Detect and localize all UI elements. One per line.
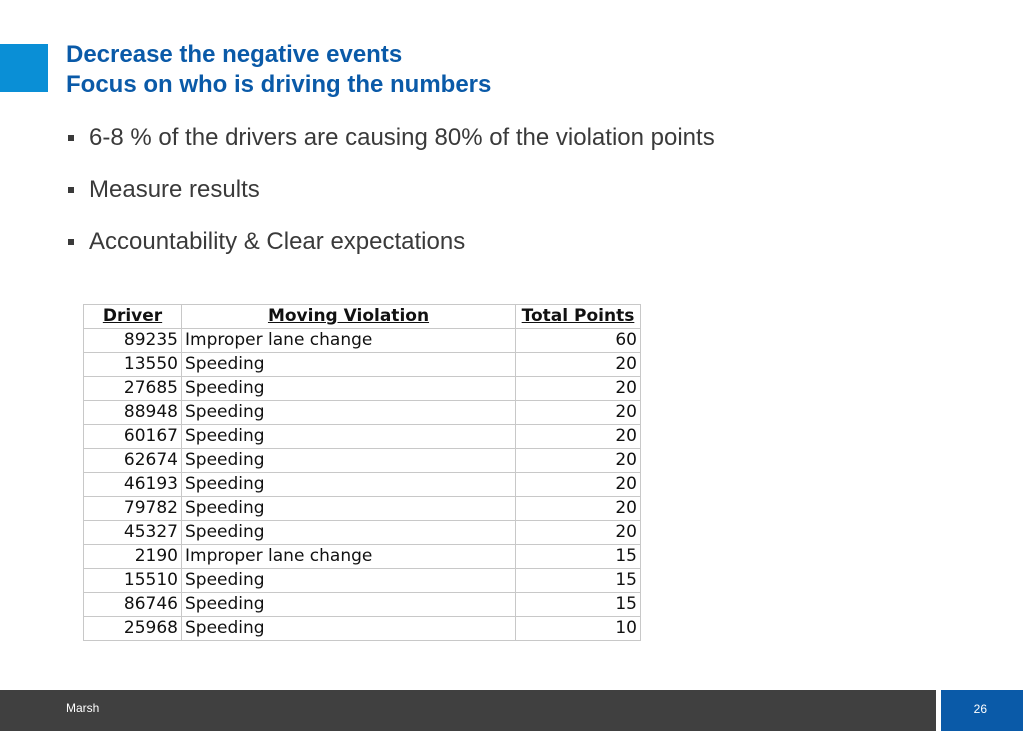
- table-header-row: [84, 305, 641, 329]
- points-cell: 15: [516, 545, 641, 569]
- driver-cell: 13550: [84, 353, 182, 377]
- table-row: [84, 497, 641, 521]
- table-row: [84, 329, 641, 353]
- page-number: 26: [973, 702, 987, 716]
- violations-table: [83, 304, 641, 641]
- table-row: [84, 449, 641, 473]
- title-line-1: Decrease the negative events: [66, 41, 403, 68]
- header-total-points: Total Points: [516, 305, 641, 329]
- title-line-2: Focus on who is driving the numbers: [66, 71, 492, 98]
- driver-cell: 45327: [84, 521, 182, 545]
- violation-cell: Speeding: [182, 569, 516, 593]
- table-row: [84, 545, 641, 569]
- points-cell: 20: [516, 473, 641, 497]
- points-cell: 60: [516, 329, 641, 353]
- table-body: [84, 329, 641, 641]
- table-row: [84, 425, 641, 449]
- violations-table-wrapper: [83, 304, 641, 641]
- points-cell: 20: [516, 401, 641, 425]
- driver-cell: 89235: [84, 329, 182, 353]
- slide-title: [66, 40, 491, 100]
- table-row: [84, 569, 641, 593]
- footer-bar: [0, 690, 936, 731]
- violation-cell: Speeding: [182, 521, 516, 545]
- points-cell: 20: [516, 449, 641, 473]
- table-row: [84, 377, 641, 401]
- driver-cell: 79782: [84, 497, 182, 521]
- header-moving-violation: Moving Violation: [182, 305, 516, 329]
- violation-cell: Speeding: [182, 353, 516, 377]
- driver-cell: 88948: [84, 401, 182, 425]
- violation-cell: Speeding: [182, 377, 516, 401]
- violation-cell: Speeding: [182, 401, 516, 425]
- violation-cell: Speeding: [182, 593, 516, 617]
- violation-cell: Improper lane change: [182, 545, 516, 569]
- bullet-item: Measure results: [66, 170, 715, 222]
- page-number-box: [941, 690, 1023, 731]
- bullet-item: Accountability & Clear expectations: [66, 222, 715, 274]
- header-driver: Driver: [84, 305, 182, 329]
- violation-cell: Speeding: [182, 473, 516, 497]
- points-cell: 20: [516, 521, 641, 545]
- points-cell: 10: [516, 617, 641, 641]
- violation-cell: Speeding: [182, 617, 516, 641]
- bullet-square-icon: [68, 239, 74, 245]
- violation-cell: Speeding: [182, 497, 516, 521]
- accent-block: [0, 44, 48, 92]
- bullet-item: 6-8 % of the drivers are causing 80% of the violation points: [66, 118, 715, 170]
- bullet-list: [66, 118, 715, 274]
- table-row: [84, 401, 641, 425]
- driver-cell: 60167: [84, 425, 182, 449]
- driver-cell: 46193: [84, 473, 182, 497]
- driver-cell: 15510: [84, 569, 182, 593]
- footer-company: Marsh: [66, 701, 100, 715]
- driver-cell: 25968: [84, 617, 182, 641]
- table-row: [84, 593, 641, 617]
- table-row: [84, 617, 641, 641]
- violation-cell: Improper lane change: [182, 329, 516, 353]
- points-cell: 15: [516, 593, 641, 617]
- table-row: [84, 473, 641, 497]
- points-cell: 20: [516, 497, 641, 521]
- bullet-square-icon: [68, 187, 74, 193]
- driver-cell: 2190: [84, 545, 182, 569]
- points-cell: 20: [516, 425, 641, 449]
- points-cell: 20: [516, 377, 641, 401]
- points-cell: 20: [516, 353, 641, 377]
- violation-cell: Speeding: [182, 425, 516, 449]
- table-row: [84, 521, 641, 545]
- driver-cell: 86746: [84, 593, 182, 617]
- driver-cell: 62674: [84, 449, 182, 473]
- table-row: [84, 353, 641, 377]
- bullet-square-icon: [68, 135, 74, 141]
- points-cell: 15: [516, 569, 641, 593]
- violation-cell: Speeding: [182, 449, 516, 473]
- driver-cell: 27685: [84, 377, 182, 401]
